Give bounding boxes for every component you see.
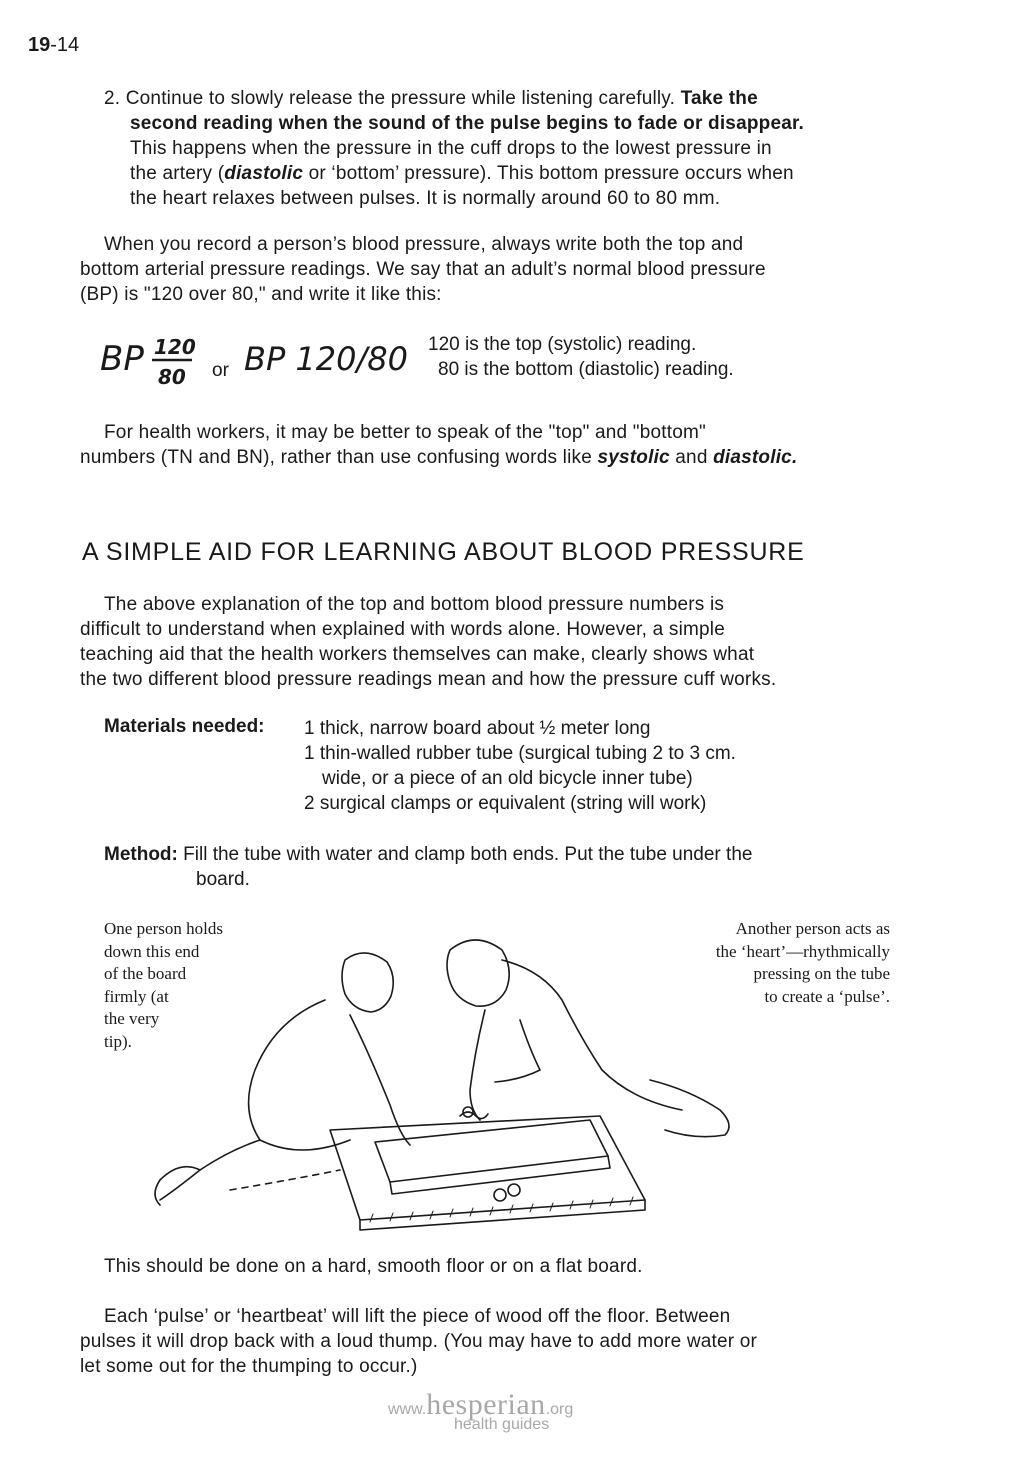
para1-line3: (BP) is "120 over 80," and write it like this: bbox=[80, 284, 442, 305]
materials-list bbox=[304, 716, 864, 816]
floor-board bbox=[330, 1116, 645, 1220]
para-pulse bbox=[80, 1304, 900, 1379]
para2-and: and bbox=[669, 447, 714, 468]
caption-right-line: pressing on the tube bbox=[753, 964, 890, 983]
clamp-icon-2 bbox=[494, 1189, 506, 1201]
page-suffix: -14 bbox=[50, 34, 80, 56]
chapter-number: 19 bbox=[28, 34, 51, 56]
bp-note-1: 120 is the top (systolic) reading. bbox=[428, 334, 697, 355]
para-health-workers bbox=[80, 420, 900, 470]
caption-right-line: to create a ‘pulse’. bbox=[764, 986, 890, 1006]
section-heading: A SIMPLE AID FOR LEARNING ABOUT BLOOD PRESSURE bbox=[82, 538, 805, 566]
para5-line3: let some out for the thumping to occur.) bbox=[80, 1356, 418, 1377]
diastolic-em-2: diastolic. bbox=[713, 447, 798, 468]
bp-or: or bbox=[212, 360, 229, 381]
bp-note-2: 80 is the bottom (diastolic) reading. bbox=[438, 359, 734, 380]
para3-line2: difficult to understand when explained with words alone. However, a simple bbox=[80, 619, 725, 640]
material-2b: wide, or a piece of an old bicycle inner tube) bbox=[322, 768, 693, 789]
caption-left-line: the very bbox=[104, 1009, 160, 1028]
page-number bbox=[28, 34, 79, 57]
step-line-3: This happens when the pressure in the cuff drops to the lowest pressure in bbox=[130, 138, 772, 159]
caption-right bbox=[640, 918, 890, 1008]
footer-www: www. bbox=[388, 1401, 427, 1418]
method-line1: Fill the tube with water and clamp both ends. Put the tube under the bbox=[183, 844, 753, 865]
para-floor-note: This should be done on a hard, smooth floor or on a flat board. bbox=[104, 1256, 643, 1277]
materials-label: Materials needed: bbox=[104, 716, 265, 737]
right-person-head bbox=[447, 940, 509, 1006]
bp-handwritten-example bbox=[96, 330, 416, 400]
footer-brand-name: hesperian bbox=[426, 1388, 546, 1421]
para-record-bp bbox=[80, 232, 900, 307]
step-bold-2: second reading when the sound of the pulse begins to fade or disappear. bbox=[130, 113, 805, 134]
caption-right-line: the ‘heart’—rhythmically bbox=[715, 941, 890, 961]
right-person-arm-1 bbox=[470, 1010, 485, 1120]
material-1: 1 thick, narrow board about ½ meter long bbox=[304, 718, 651, 739]
bp-note bbox=[428, 332, 734, 382]
para5-line2: pulses it will drop back with a loud thump. (You may have to add more water or bbox=[80, 1331, 758, 1352]
para-explanation bbox=[80, 592, 900, 692]
para3-line4: the two different blood pressure readings mean and how the pressure cuff works. bbox=[80, 669, 777, 690]
floor-board-edge bbox=[360, 1200, 645, 1230]
caption-left-line: One person holds bbox=[104, 919, 223, 938]
method-section bbox=[104, 842, 894, 892]
para3-line3: teaching aid that the health workers themselves can make, clearly shows what bbox=[80, 644, 755, 665]
material-3: 2 surgical clamps or equivalent (string will work) bbox=[304, 793, 707, 814]
step-bold-1: Take the bbox=[680, 88, 758, 109]
method-label: Method: bbox=[104, 844, 178, 865]
caption-left-line: tip). bbox=[104, 1031, 132, 1051]
step-text-1: Continue to slowly release the pressure while listening carefully. bbox=[125, 88, 676, 109]
bp-bottom-number: 80 bbox=[158, 365, 186, 389]
footer-subtitle: health guides bbox=[454, 1416, 550, 1433]
caption-left bbox=[104, 918, 264, 1053]
para3-line1: The above explanation of the top and bottom blood pressure numbers is bbox=[104, 594, 725, 615]
para1-line1: When you record a person’s blood pressure, always write both the top and bbox=[104, 234, 744, 255]
bp-label-1: BP bbox=[100, 339, 144, 379]
para1-line2: bottom arterial pressure readings. We say that an adult’s normal blood pressure bbox=[80, 259, 766, 280]
para2-line1: For health workers, it may be better to speak of the "top" and "bottom" bbox=[104, 422, 706, 443]
bp-top-number: 120 bbox=[154, 335, 196, 359]
left-person-shadow bbox=[230, 1170, 340, 1190]
step-2 bbox=[104, 86, 904, 211]
caption-left-line: of the board bbox=[104, 964, 187, 983]
para2-line2a: numbers (TN and BN), rather than use confusing words like bbox=[80, 447, 598, 468]
bp-inline: BP 120/80 bbox=[244, 340, 408, 378]
clamp-icon-3 bbox=[508, 1184, 520, 1196]
footer-brand[interactable] bbox=[388, 1388, 574, 1433]
step-line-4a: the artery ( bbox=[130, 163, 225, 184]
right-person-arm-2 bbox=[495, 1020, 540, 1082]
step-line-4b: or ‘bottom’ pressure). This bottom pressure occurs when bbox=[303, 163, 794, 184]
method-line2: board. bbox=[196, 869, 250, 890]
step-number: 2. bbox=[104, 88, 121, 109]
material-2a: 1 thin-walled rubber tube (surgical tubing 2 to 3 cm. bbox=[304, 743, 736, 764]
step-line-5: the heart relaxes between pulses. It is normally around 60 to 80 mm. bbox=[130, 188, 721, 209]
footer-org: .org bbox=[545, 1401, 574, 1418]
diastolic-em: diastolic bbox=[224, 163, 304, 184]
systolic-em: systolic bbox=[597, 447, 670, 468]
para5-line1: Each ‘pulse’ or ‘heartbeat’ will lift the piece of wood off the floor. Between bbox=[104, 1306, 731, 1327]
caption-right-line: Another person acts as bbox=[735, 919, 890, 938]
left-person-arm bbox=[350, 1015, 410, 1145]
caption-left-line: down this end bbox=[104, 941, 200, 961]
caption-left-line: firmly (at bbox=[104, 986, 169, 1006]
left-person-head bbox=[342, 953, 393, 1012]
right-person-legs bbox=[650, 1080, 729, 1137]
